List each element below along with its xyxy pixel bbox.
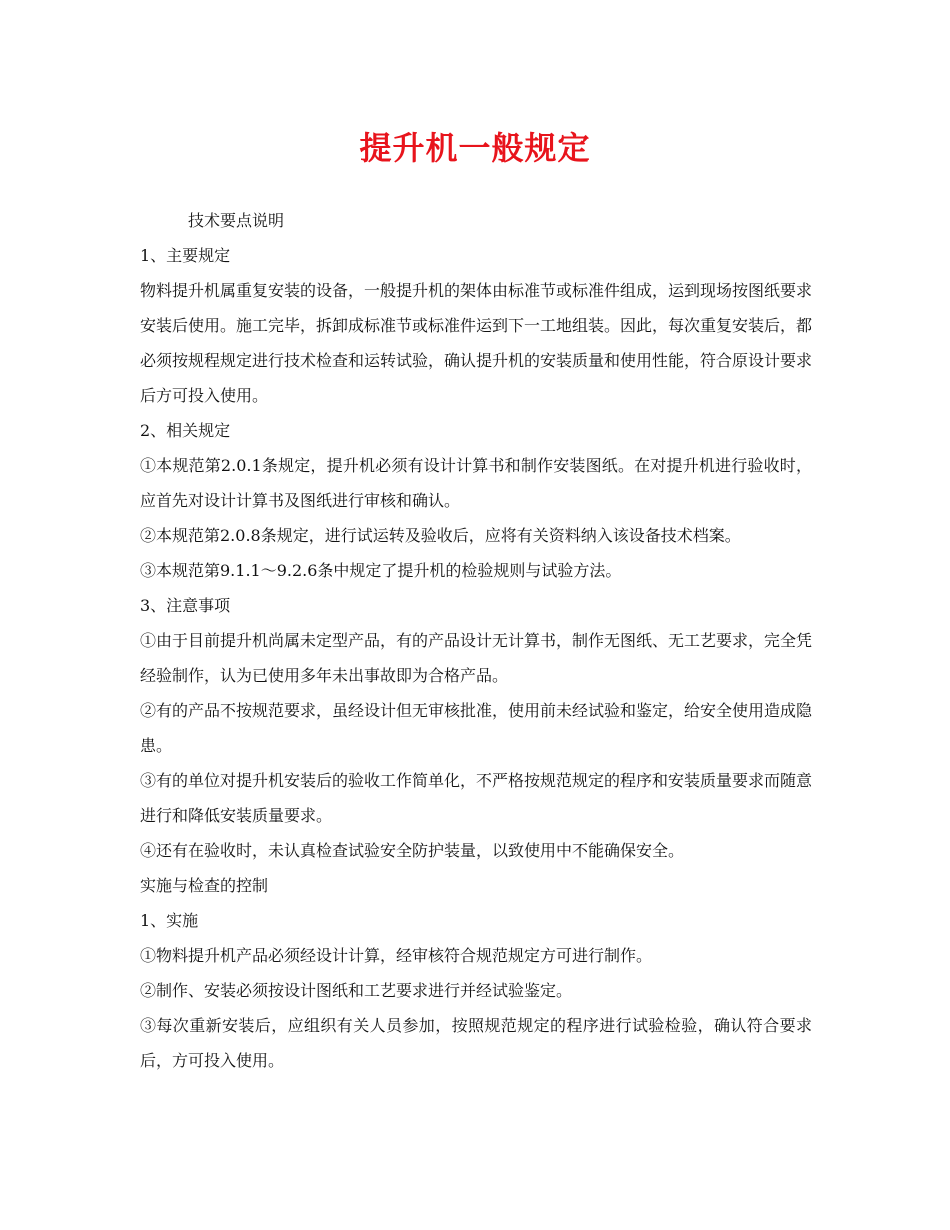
paragraph-implementation-1: ①物料提升机产品必须经设计计算，经审核符合规范规定方可进行制作。 (140, 946, 653, 965)
section-heading-implementation: 1、实施 (140, 911, 199, 930)
paragraph-note-3: ③有的单位对提升机安装后的验收工作简单化，不严格按规范规定的程序和安装质量要求而随意进行和降低安装质量要求。 (140, 771, 813, 825)
paragraph-note-4: ④还有在验收时，未认真检查试验安全防护装量，以致使用中不能确保安全。 (140, 841, 685, 860)
paragraph-note-2: ②有的产品不按规范要求，虽经设计但无审核批准，使用前未经试验和鉴定，给安全使用造成隐患。 (140, 701, 813, 755)
paragraph-implementation-3: ③每次重新安装后，应组织有关人员参加，按照规范规定的程序进行试验检验，确认符合要求后，方可投入使用。 (140, 1016, 812, 1070)
paragraph-main-rules: 物料提升机属重复安装的设备，一般提升机的架体由标准节或标准件组成，运到现场按图纸要求安装后使用。施工完毕，拆卸成标准节或标准件运到下一工地组装。因此，每次重复安装后，都必须按规程规定进行技术检查和运转试验，确认提升机的安装质量和使用性能，符合原设计要求后方可投入使用。 (140, 281, 813, 405)
document-title: 提升机一般规定 (359, 129, 591, 167)
section-heading-implementation-control: 实施与检查的控制 (140, 876, 269, 895)
paragraph-note-1: ①由于目前提升机尚属未定型产品，有的产品设计无计算书，制作无图纸、无工艺要求，完全凭经验制作，认为已使用多年未出事故即为合格产品。 (140, 631, 813, 685)
paragraph-related-rule-3: ③本规范第9.1.1～9.2.6条中规定了提升机的检验规则与试验方法。 (140, 561, 622, 580)
paragraph-related-rule-1: ①本规范第2.0.1条规定，提升机必须有设计计算书和制作安装图纸。在对提升机进行验收时，应首先对设计计算书及图纸进行审核和确认。 (140, 456, 812, 510)
section-heading-related-rules: 2、相关规定 (140, 421, 231, 440)
paragraph-related-rule-2: ②本规范第2.0.8条规定，进行试运转及验收后，应将有关资料纳入该设备技术档案。 (140, 526, 741, 545)
section-heading-notes: 3、注意事项 (140, 596, 231, 615)
section-heading-main-rules: 1、主要规定 (140, 246, 231, 265)
paragraph-implementation-2: ②制作、安装必须按设计图纸和工艺要求进行并经试验鉴定。 (140, 981, 573, 1000)
section-heading-technical-points: 技术要点说明 (188, 211, 285, 230)
document-body (140, 203, 812, 1078)
